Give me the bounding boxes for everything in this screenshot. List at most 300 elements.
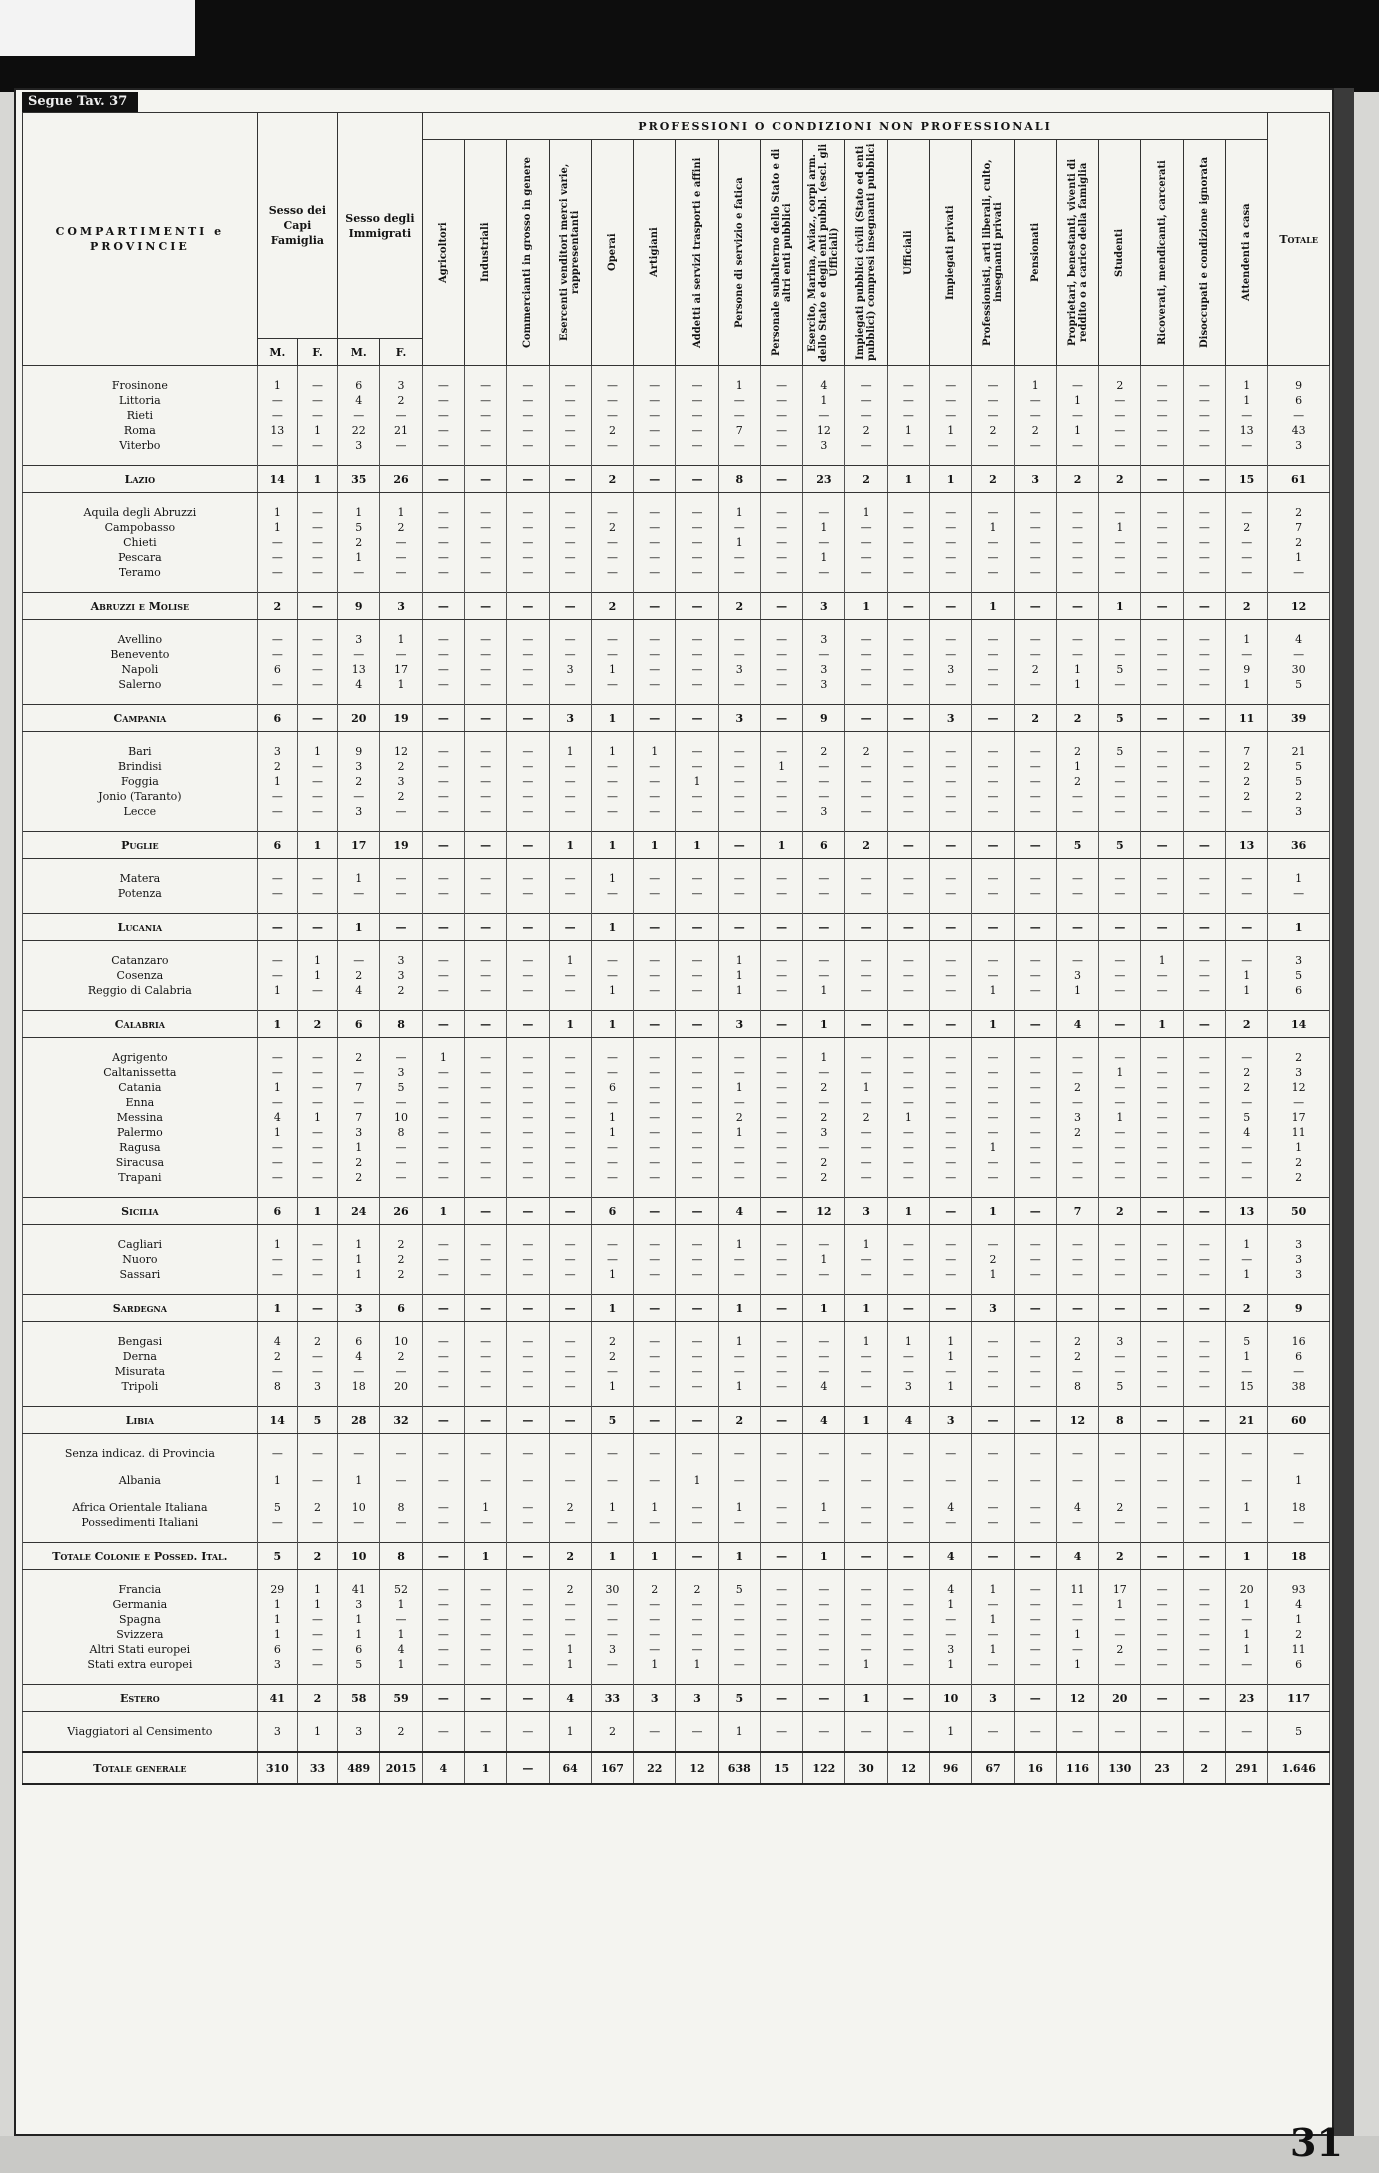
table-cell: — [760,1237,802,1252]
table-cell: 1 [845,1657,887,1672]
table-cell: — [257,1515,297,1530]
table-cell: 4 [1056,1011,1098,1038]
table-cell: — [1099,1170,1141,1185]
table-cell: — [297,632,337,647]
table-row [23,1267,1330,1282]
table-cell: — [760,535,802,550]
table-cell: — [887,1473,929,1488]
table-cell: — [718,408,760,423]
table-cell: — [634,593,676,620]
table-cell: 3 [930,662,972,677]
table-cell: — [422,832,464,859]
table-cell: — [845,393,887,408]
profession-label: Ricoverati, mendicanti, carcerati [1156,160,1168,345]
table-cell: — [1183,983,1225,998]
table-cell: 1 [634,1657,676,1672]
table-cell: — [338,789,380,804]
table-cell: — [887,744,929,759]
subtotal-row [23,1543,1330,1570]
table-cell: — [422,789,464,804]
table-cell: — [930,1515,972,1530]
table-cell: — [1099,393,1141,408]
table-cell: — [972,1446,1014,1461]
table-cell: — [507,1267,549,1282]
table-cell: 3 [338,1724,380,1739]
table-cell: — [930,886,972,901]
table-cell: — [930,1080,972,1095]
table-cell: — [1183,1140,1225,1155]
table-cell: — [972,378,1014,393]
table-cell: — [591,968,633,983]
table-cell: — [1099,1155,1141,1170]
table-cell: — [507,1125,549,1140]
table-cell: — [972,438,1014,453]
table-cell: 6 [338,1642,380,1657]
table-cell: 3 [380,968,422,983]
row-label: Lecce [23,804,258,819]
table-cell: — [257,1095,297,1110]
table-cell: — [887,968,929,983]
table-cell: 1 [803,1543,845,1570]
row-label: Sicilia [23,1198,258,1225]
table-cell: — [760,1267,802,1282]
table-cell: — [930,438,972,453]
table-cell: — [464,647,506,662]
table-row [23,983,1330,998]
table-cell: 19 [380,705,422,732]
table-cell: — [422,1473,464,1488]
table-cell: 11 [1268,1642,1330,1657]
table-cell: — [422,662,464,677]
table-cell: — [1141,1379,1183,1394]
table-cell: — [760,1627,802,1642]
table-cell: 6 [380,1295,422,1322]
table-cell: 1 [718,1379,760,1394]
table-cell: — [803,1065,845,1080]
spacer-row [23,998,1330,1011]
table-cell: — [1268,1515,1330,1530]
table-cell: — [676,1295,718,1322]
table-cell: — [760,565,802,580]
table-cell: — [422,871,464,886]
table-cell: — [760,1500,802,1515]
table-cell: — [676,953,718,968]
table-cell: — [760,1334,802,1349]
table-cell: 2 [1226,1065,1268,1080]
table-cell: 2 [845,832,887,859]
table-cell: 3 [803,593,845,620]
table-cell: — [676,1364,718,1379]
table-cell: 1 [338,1237,380,1252]
table-cell: — [1268,565,1330,580]
table-cell: — [1183,1050,1225,1065]
table-cell: — [1014,1170,1056,1185]
table-cell: — [1141,1627,1183,1642]
table-cell: — [887,1140,929,1155]
table-cell: 3 [676,1685,718,1712]
table-cell: — [591,1597,633,1612]
table-cell: 2 [338,1155,380,1170]
table-cell: — [1056,647,1098,662]
row-label: Avellino [23,632,258,647]
table-cell: — [1141,1140,1183,1155]
table-cell: 1 [718,1237,760,1252]
table-cell: — [803,1724,845,1739]
table-cell: — [422,1080,464,1095]
spacer-row [23,901,1330,914]
table-cell: — [1099,1446,1141,1461]
table-cell: — [1099,1095,1141,1110]
table-cell: — [507,647,549,662]
table-cell: 1 [1014,378,1056,393]
table-cell: — [676,520,718,535]
table-cell: — [422,1011,464,1038]
table-cell: — [1099,968,1141,983]
table-cell: — [297,550,337,565]
table-cell: — [1226,535,1268,550]
table-cell: 2 [1226,774,1268,789]
table-cell: — [1183,1379,1225,1394]
table-cell: — [1099,1657,1141,1672]
table-cell: — [930,1446,972,1461]
table-cell: 1 [380,677,422,692]
table-cell: — [676,677,718,692]
table-cell: — [422,632,464,647]
table-cell: 2 [257,1349,297,1364]
table-cell: 5 [1226,1334,1268,1349]
table-cell: 6 [257,1198,297,1225]
table-cell: 1 [972,1582,1014,1597]
table-cell: — [972,1515,1014,1530]
table-cell: 3 [380,774,422,789]
row-label: Catania [23,1080,258,1095]
table-cell: — [760,438,802,453]
table-cell: — [422,968,464,983]
table-cell: — [760,520,802,535]
table-cell: 1 [1226,983,1268,998]
table-cell: — [1183,647,1225,662]
table-cell: — [760,1065,802,1080]
table-cell: — [634,1407,676,1434]
table-cell: — [803,1095,845,1110]
table-cell: 3 [1099,1334,1141,1349]
profession-header [464,140,506,366]
table-cell: — [422,550,464,565]
table-cell: — [634,1642,676,1657]
table-cell: — [464,705,506,732]
profession-label: Impiegati pubblici civili (Stato ed enti pubblici) compresi insegnanti pubblici [855,143,878,362]
table-cell: 1 [1099,1110,1141,1125]
table-cell: — [676,1597,718,1612]
table-cell: — [257,393,297,408]
table-cell: — [297,1364,337,1379]
table-cell: — [464,744,506,759]
table-cell: — [718,759,760,774]
table-cell: — [718,1267,760,1282]
page-number: 31 [1290,2120,1343,2165]
table-cell: — [1099,423,1141,438]
table-cell: 3 [803,632,845,647]
table-cell: 2 [1268,535,1330,550]
table-cell: — [1183,1011,1225,1038]
profession-header [507,140,549,366]
table-cell: — [380,1140,422,1155]
table-cell: 1 [972,983,1014,998]
table-cell: — [972,789,1014,804]
table-cell: — [380,438,422,453]
scan-top-border [0,0,1379,92]
table-row [23,1364,1330,1379]
row-label: Caltanissetta [23,1065,258,1080]
table-cell: — [1056,1446,1098,1461]
table-cell: — [507,520,549,535]
table-cell: — [930,1140,972,1155]
profession-label: Studenti [1114,228,1126,277]
table-cell: — [887,1612,929,1627]
table-cell: 1 [676,774,718,789]
table-cell: — [1226,505,1268,520]
table-cell: — [507,632,549,647]
table-cell: 1 [845,1407,887,1434]
table-cell: — [930,1110,972,1125]
table-cell: — [1099,1515,1141,1530]
table-cell: — [845,520,887,535]
table-cell: 1 [464,1543,506,1570]
table-cell: — [676,647,718,662]
table-cell: — [845,1500,887,1515]
table-cell: — [507,914,549,941]
spacer-row [23,1488,1330,1500]
table-cell: — [718,520,760,535]
table-row [23,1252,1330,1267]
table-cell: — [1099,804,1141,819]
table-cell: — [1141,1050,1183,1065]
table-cell: — [1141,774,1183,789]
table-cell: — [676,1642,718,1657]
table-cell: — [634,1011,676,1038]
table-cell: — [1226,914,1268,941]
table-cell: — [1183,1657,1225,1672]
table-cell: 2 [1014,423,1056,438]
table-cell: — [338,953,380,968]
table-cell: — [634,1198,676,1225]
table-cell: — [507,983,549,998]
table-cell: — [464,789,506,804]
table-cell: 15 [760,1752,802,1784]
table-cell: — [464,968,506,983]
table-row [23,871,1330,886]
table-cell: — [257,1267,297,1282]
table-cell: — [676,1612,718,1627]
table-cell: — [1141,1334,1183,1349]
table-cell: — [634,968,676,983]
table-cell: — [591,438,633,453]
table-cell: — [634,520,676,535]
table-cell: 2 [1056,1080,1098,1095]
table-cell: — [718,1349,760,1364]
table-cell: 1 [380,505,422,520]
table-cell: — [1183,1582,1225,1597]
table-cell: — [507,1597,549,1612]
table-cell: 26 [380,1198,422,1225]
table-cell: — [634,1080,676,1095]
table-cell: — [930,550,972,565]
table-cell: — [380,1170,422,1185]
table-cell: — [464,1685,506,1712]
table-cell: 4 [1268,632,1330,647]
table-cell: 2 [338,1170,380,1185]
table-cell: 1 [1226,378,1268,393]
table-cell: — [297,1657,337,1672]
table-cell: 2 [549,1582,591,1597]
table-cell: 22 [634,1752,676,1784]
table-cell: 1 [257,505,297,520]
table-cell: 2 [803,1155,845,1170]
table-cell: — [1099,1080,1141,1095]
table-cell: 2 [634,1582,676,1597]
table-cell: — [1099,1612,1141,1627]
table-cell: 1 [803,1050,845,1065]
table-cell: 36 [1268,832,1330,859]
table-cell: — [1141,550,1183,565]
table-cell: — [1056,789,1098,804]
row-label: Sassari [23,1267,258,1282]
table-cell: — [634,774,676,789]
table-cell: 1 [257,378,297,393]
profession-header [422,140,464,366]
table-cell: — [464,1724,506,1739]
table-cell: — [297,565,337,580]
table-cell: 10 [338,1543,380,1570]
table-cell: — [591,677,633,692]
table-cell: — [803,1473,845,1488]
table-cell: 3 [1268,1237,1330,1252]
table-cell: — [634,438,676,453]
table-cell: 1 [591,1295,633,1322]
table-cell: — [1226,871,1268,886]
table-cell: — [634,1065,676,1080]
table-cell: — [297,647,337,662]
table-cell: — [464,438,506,453]
table-cell: 1 [338,1612,380,1627]
table-cell: — [380,1515,422,1530]
table-row [23,378,1330,393]
table-cell: — [297,662,337,677]
table-cell: — [1099,1364,1141,1379]
table-cell: — [507,1198,549,1225]
table-cell: — [845,1627,887,1642]
table-cell: — [422,953,464,968]
table-cell: 1 [634,832,676,859]
table-cell: — [507,1752,549,1784]
table-cell: 1 [1268,1140,1330,1155]
table-cell: 1 [718,968,760,983]
table-cell: — [422,1065,464,1080]
table-cell: — [1226,1724,1268,1739]
profession-header [1183,140,1225,366]
table-row [23,1582,1330,1597]
table-cell: — [634,1379,676,1394]
table-cell: 1 [591,1110,633,1125]
table-cell: 1 [257,1011,297,1038]
table-cell: — [972,1364,1014,1379]
table-cell: — [549,1627,591,1642]
table-cell: — [464,378,506,393]
row-label: Teramo [23,565,258,580]
table-cell: — [422,1515,464,1530]
table-cell: 1 [464,1500,506,1515]
table-cell: 15 [1226,466,1268,493]
table-cell: — [760,1050,802,1065]
table-cell: 2 [380,759,422,774]
table-cell: 2 [380,520,422,535]
table-cell: 116 [1056,1752,1098,1784]
table-cell: — [887,1252,929,1267]
table-cell: — [1268,886,1330,901]
table-cell: 3 [718,1011,760,1038]
table-cell: 1 [380,1657,422,1672]
table-cell: 16 [1014,1752,1056,1784]
table-cell: 2 [1056,774,1098,789]
table-cell: 9 [1268,1295,1330,1322]
row-label: Svizzera [23,1627,258,1642]
table-cell: — [1056,408,1098,423]
table-cell: — [297,705,337,732]
table-cell: — [972,804,1014,819]
table-cell: 1 [297,968,337,983]
table-cell: — [1141,1500,1183,1515]
table-cell: 3 [257,1657,297,1672]
table-cell: — [718,914,760,941]
table-cell: — [549,1379,591,1394]
table-cell: — [1183,759,1225,774]
table-cell: — [1183,1627,1225,1642]
table-cell: — [845,662,887,677]
scan-bottom-border [0,2136,1379,2173]
row-label: Abruzzi e Molise [23,593,258,620]
table-cell: — [1014,438,1056,453]
table-cell: — [549,520,591,535]
table-cell: — [257,647,297,662]
table-cell: 17 [338,832,380,859]
table-cell: 5 [1226,1110,1268,1125]
table-cell: — [297,1473,337,1488]
table-cell: — [1056,535,1098,550]
table-cell: — [930,789,972,804]
table-cell: — [591,647,633,662]
table-cell: — [380,804,422,819]
row-label: Campania [23,705,258,732]
table-cell: 2 [845,1110,887,1125]
table-cell: — [1226,1657,1268,1672]
table-cell: — [676,438,718,453]
table-cell: — [380,1050,422,1065]
table-cell: — [1141,505,1183,520]
table-cell: — [803,1364,845,1379]
table-cell: — [803,1627,845,1642]
table-cell: — [422,744,464,759]
table-cell: — [1014,1110,1056,1125]
table-cell: — [1141,438,1183,453]
table-cell: — [1183,1198,1225,1225]
table-cell: — [1056,1050,1098,1065]
table-cell: 22 [338,423,380,438]
spacer-row [23,819,1330,832]
table-cell: — [257,1364,297,1379]
table-cell: — [930,914,972,941]
table-cell: — [549,1140,591,1155]
table-cell: 1 [338,1627,380,1642]
